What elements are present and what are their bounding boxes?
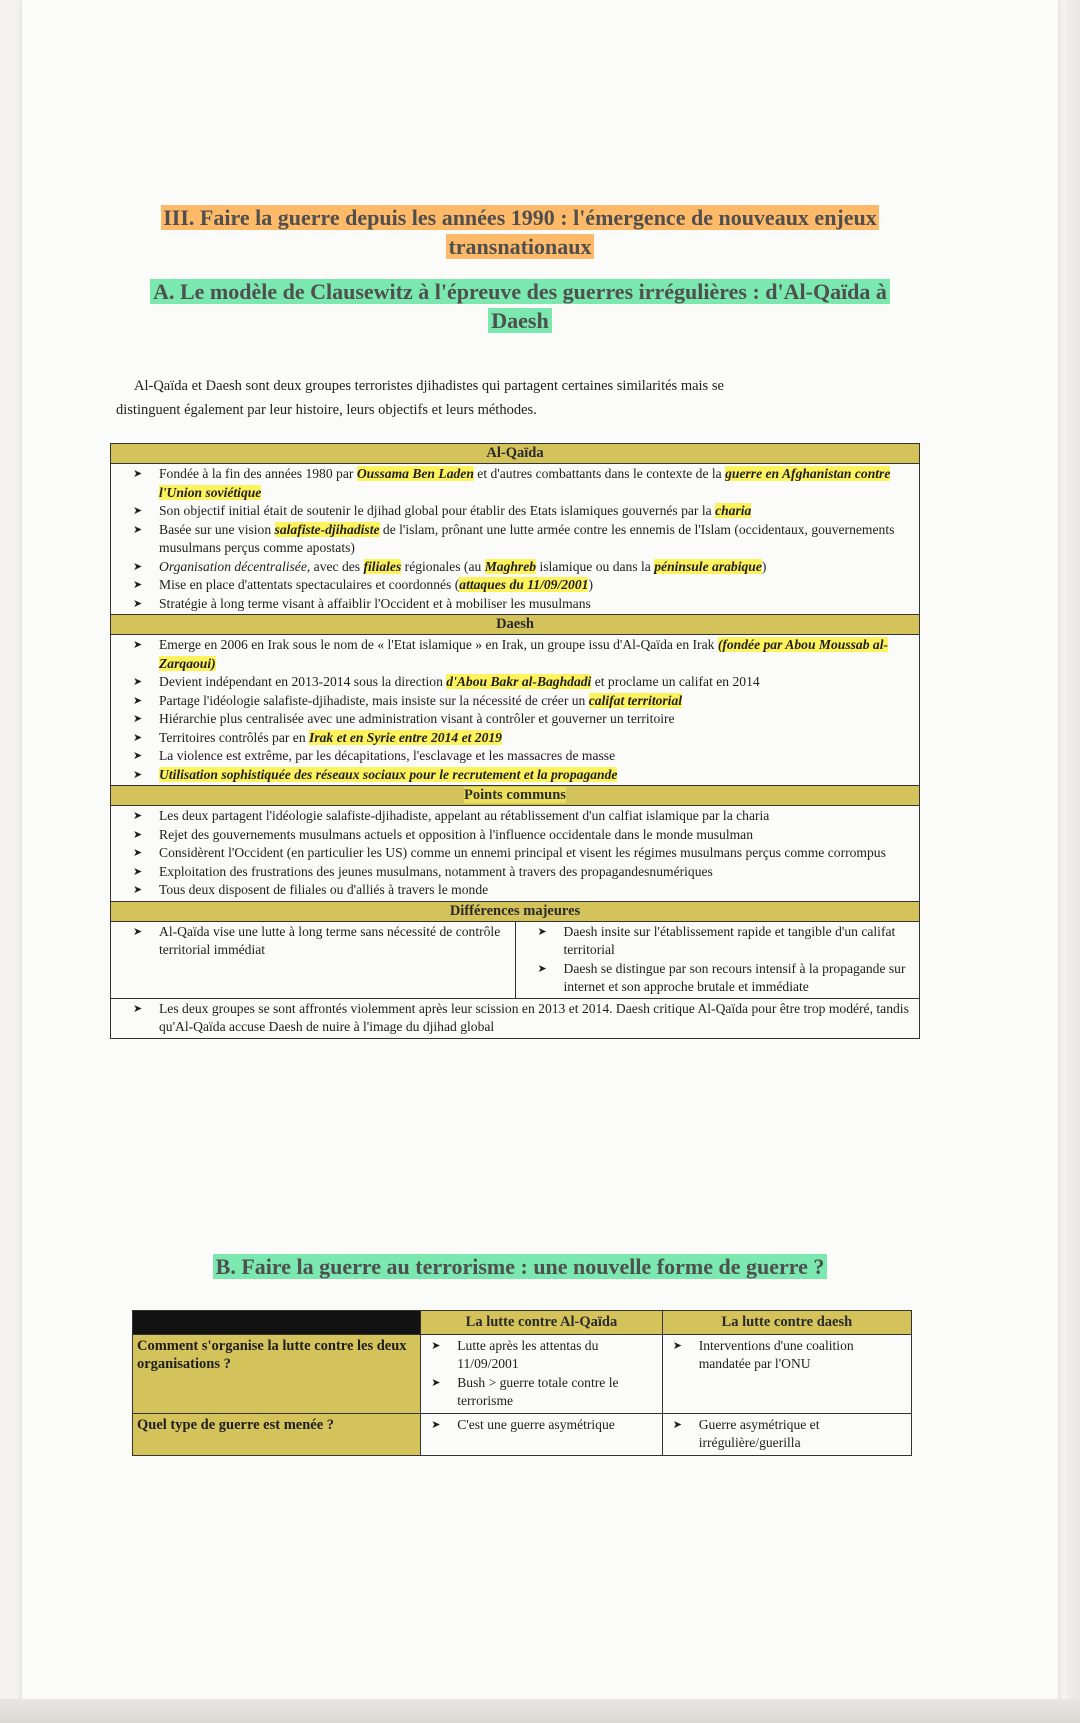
common-header: Points communs bbox=[111, 786, 920, 806]
intro-line1: Al-Qaïda et Daesh sont deux groupes terroristes djihadistes qui partagent certaines similarités mais se bbox=[134, 378, 724, 394]
common-list bbox=[115, 807, 915, 900]
section-a-line2: Daesh bbox=[488, 308, 551, 333]
list-item: ➤ Les deux partagent l'idéologie salafiste-djihadiste, appelant au rétablissement d'un calfiat islamique par la charia bbox=[133, 807, 915, 826]
common-cell bbox=[111, 806, 920, 902]
list-item: ➤ Exploitation des frustrations des jeunes musulmans, notamment à travers des propagandesnumériques bbox=[133, 863, 915, 882]
list-item: ➤ Guerre asymétrique et irrégulière/guerilla bbox=[673, 1416, 907, 1453]
differences-bottom-cell bbox=[111, 998, 920, 1038]
list-item: ➤ Rejet des gouvernements musulmans actuels et opposition à l'influence occidentale dans le monde musulman bbox=[133, 826, 915, 845]
list-item: ➤ Devient indépendant en 2013-2014 sous la direction d'Abou Bakr al-Baghdadi et proclame un califat en 2014 bbox=[133, 673, 915, 692]
daesh-header: Daesh bbox=[111, 615, 920, 635]
daesh-list bbox=[115, 636, 915, 784]
page-edge bbox=[1066, 0, 1080, 1723]
alqaida-list bbox=[115, 465, 915, 613]
list-item: ➤ Bush > guerre totale contre le terrorisme bbox=[431, 1374, 657, 1411]
table-cell bbox=[662, 1413, 911, 1455]
list-item: ➤ Emerge en 2006 en Irak sous le nom de « l'Etat islamique » en Irak, un groupe issu d'Al-Qaïda en Irak (fondée par Abou Moussab al-Zarqaoui) bbox=[133, 636, 915, 673]
daesh-cell bbox=[111, 635, 920, 786]
table-cell bbox=[421, 1334, 662, 1413]
intro-paragraph bbox=[116, 374, 846, 422]
list-item: ➤ Organisation décentralisée, avec des filiales régionales (au Maghreb islamique ou dans la péninsule arabique) bbox=[133, 558, 915, 577]
differences-header: Différences majeures bbox=[111, 901, 920, 921]
list-item: ➤ Son objectif initial était de soutenir le djihad global pour établir des Etats islamiques gouvernés par la charia bbox=[133, 502, 915, 521]
list-item: ➤ Partage l'idéologie salafiste-djihadiste, mais insiste sur la nécessité de créer un califat territorial bbox=[133, 692, 915, 711]
part-title-line2: transnationaux bbox=[448, 234, 592, 259]
list-item: ➤ Fondée à la fin des années 1980 par Oussama Ben Laden et d'autres combattants dans le contexte de la guerre en Afghanistan contre l'Union soviétique bbox=[133, 465, 915, 502]
part-title bbox=[130, 203, 910, 261]
list-item: ➤ Territoires contrôlés par en Irak et en Syrie entre 2014 et 2019 bbox=[133, 729, 915, 748]
list-item: ➤ Stratégie à long terme visant à affaiblir l'Occident et à mobiliser les musulmans bbox=[133, 595, 915, 614]
list-item: ➤ Mise en place d'attentats spectaculaires et coordonnés (attaques du 11/09/2001) bbox=[133, 576, 915, 595]
scan-bottom-edge bbox=[0, 1699, 1080, 1723]
list-item: ➤ Hiérarchie plus centralisée avec une administration visant à contrôler et gouverner un territoire bbox=[133, 710, 915, 729]
list-item: ➤ La violence est extrême, par les décapitations, l'esclavage et les massacres de masse bbox=[133, 747, 915, 766]
list-item: ➤ Considèrent l'Occident (en particulier les US) comme un ennemi principal et visent les régimes musulmans perçus comme corrompus bbox=[133, 844, 915, 863]
row-question: Comment s'organise la lutte contre les deux organisations ? bbox=[133, 1334, 421, 1413]
list-item: ➤ Utilisation sophistiquée des réseaux sociaux pour le recrutement et la propagande bbox=[133, 766, 915, 785]
list-item: ➤ C'est une guerre asymétrique bbox=[431, 1416, 657, 1435]
part-title-line1: III. Faire la guerre depuis les années 1990 : l'émergence de nouveaux enjeux bbox=[163, 205, 877, 230]
list-item: ➤ Daesh insite sur l'établissement rapide et tangible d'un califat territorial bbox=[538, 923, 916, 960]
table-cell bbox=[662, 1334, 911, 1413]
list-item: ➤ Lutte après les attentas du 11/09/2001 bbox=[431, 1337, 657, 1374]
corner-cell bbox=[133, 1311, 421, 1335]
list-item: ➤ Tous deux disposent de filiales ou d'alliés à travers le monde bbox=[133, 881, 915, 900]
list-item: ➤ Interventions d'une coalition mandatée par l'ONU bbox=[673, 1337, 907, 1374]
intro-line2: distinguent également par leur histoire, leurs objectifs et leurs méthodes. bbox=[116, 402, 537, 418]
alqaida-cell bbox=[111, 464, 920, 615]
table-cell bbox=[421, 1413, 662, 1455]
differences-right-cell bbox=[515, 921, 920, 998]
alqaida-header: Al-Qaïda bbox=[111, 444, 920, 464]
col-header-daesh: La lutte contre daesh bbox=[662, 1311, 911, 1335]
comparison-table bbox=[110, 443, 920, 1039]
section-a-title bbox=[120, 277, 920, 335]
list-item: ➤ Daesh se distingue par son recours intensif à la propagande sur internet et son approche brutale et immédiate bbox=[538, 960, 916, 997]
col-header-alqaida: La lutte contre Al-Qaïda bbox=[421, 1311, 662, 1335]
differences-left-cell bbox=[111, 921, 516, 998]
section-a-line1: A. Le modèle de Clausewitz à l'épreuve des guerres irrégulières : d'Al-Qaïda à bbox=[150, 279, 890, 304]
section-b-title: B. Faire la guerre au terrorisme : une nouvelle forme de guerre ? bbox=[160, 1252, 880, 1281]
list-item: ➤ Al-Qaïda vise une lutte à long terme sans nécessité de contrôle territorial immédiat bbox=[133, 923, 511, 960]
list-item: ➤ Les deux groupes se sont affrontés violemment après leur scission en 2013 et 2014. Daesh critique Al-Qaïda pour être trop modéré, tandis qu'Al-Qaïda accuse Daesh de nuire à l'image du djihad global bbox=[133, 1000, 915, 1037]
list-item: ➤ Basée sur une vision salafiste-djihadiste de l'islam, prônant une lutte armée contre les ennemis de l'Islam (occidentaux, gouvernements musulmans perçus comme apostats) bbox=[133, 521, 915, 558]
row-question: Quel type de guerre est menée ? bbox=[133, 1413, 421, 1455]
war-on-terror-table bbox=[132, 1310, 912, 1456]
